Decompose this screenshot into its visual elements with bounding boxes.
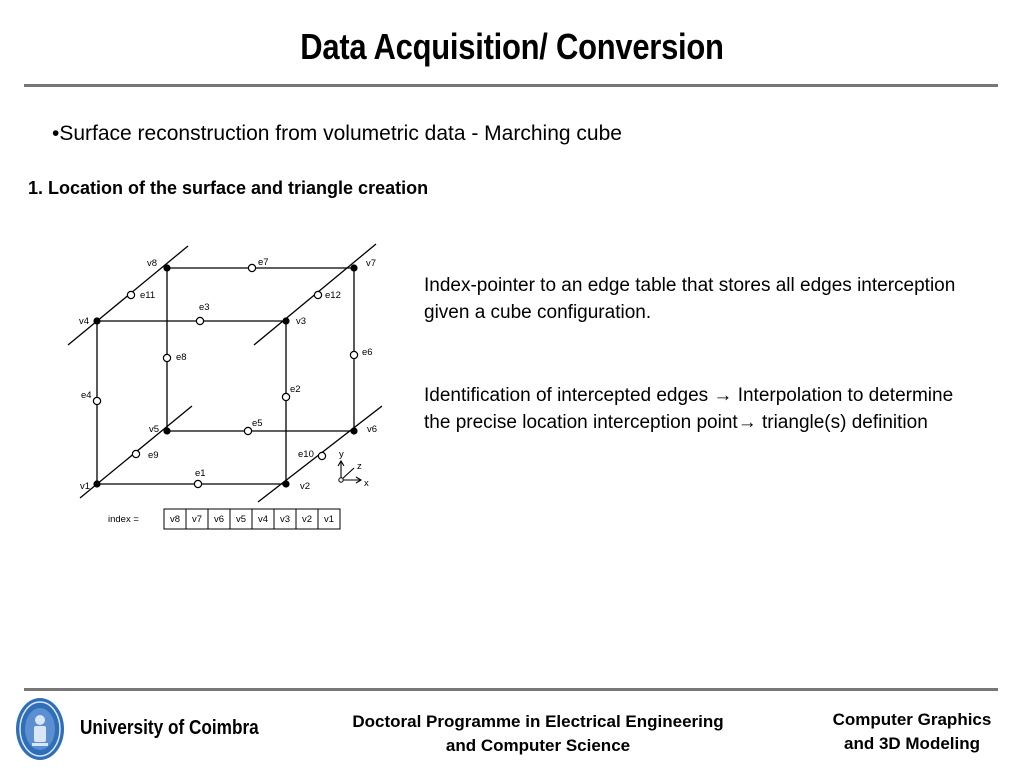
label-e5: e5	[252, 418, 263, 429]
edge-point-e11	[127, 291, 134, 298]
edge-point-e8	[163, 354, 170, 361]
label-v7: v7	[366, 258, 377, 269]
edge-point-e4	[93, 397, 100, 404]
university-seal-icon	[14, 696, 66, 762]
edge-point-e12	[314, 291, 321, 298]
para2-part3: triangle(s) definition	[756, 412, 928, 433]
index-cell: v6	[213, 514, 225, 525]
vertex-v4	[93, 317, 100, 324]
edge-point-e5	[244, 427, 251, 434]
label-e9: e9	[148, 450, 159, 461]
right-arrow-icon: →	[713, 385, 733, 406]
edge-point-e3	[196, 317, 203, 324]
para2-part1: Identification of intercepted edges	[424, 385, 714, 406]
label-v3: v3	[296, 316, 307, 327]
index-cell: v5	[235, 514, 247, 525]
label-v4: v4	[79, 316, 90, 327]
marching-cube-diagram	[60, 240, 400, 540]
index-cell: v2	[301, 514, 313, 525]
label-e12: e12	[325, 290, 341, 301]
label-v8: v8	[147, 258, 158, 269]
university-name: University of Coimbra	[80, 717, 259, 739]
edge-point-e7	[248, 264, 255, 271]
label-e8: e8	[176, 352, 187, 363]
vertex-v3	[282, 317, 289, 324]
interpolation-description	[424, 382, 984, 436]
section-heading: 1. Location of the surface and triangle creation	[28, 178, 429, 198]
vertex-v8	[163, 264, 170, 271]
bullet-point: •Surface reconstruction from volumetric data - Marching cube	[52, 122, 622, 145]
edge-point-e1	[194, 480, 201, 487]
top-divider	[24, 84, 998, 87]
label-e3: e3	[199, 302, 210, 313]
index-label: index =	[108, 514, 139, 525]
label-v2: v2	[300, 481, 311, 492]
index-cell: v4	[257, 514, 269, 525]
vertex-v6	[350, 427, 357, 434]
axis-label-z: z	[357, 461, 362, 472]
vertex-v2	[282, 480, 289, 487]
label-e4: e4	[81, 390, 92, 401]
vertex-v1	[93, 480, 100, 487]
course-line-2: and 3D Modeling	[844, 734, 980, 753]
label-e1: e1	[195, 468, 206, 479]
label-e2: e2	[290, 384, 301, 395]
edge-table-description: Index-pointer to an edge table that stores all edges interception given a cube configuration.	[424, 275, 956, 323]
index-cell: v3	[279, 514, 291, 525]
label-v6: v6	[367, 424, 378, 435]
course-name	[812, 708, 1012, 756]
edge-point-e2	[282, 393, 289, 400]
edge-point-e9	[132, 450, 139, 457]
index-cell: v7	[191, 514, 203, 525]
programme-line-2: and Computer Science	[445, 736, 631, 755]
footer-divider	[24, 688, 998, 691]
programme-line-1: Doctoral Programme in Electrical Engineering	[352, 712, 724, 731]
label-v1: v1	[80, 481, 91, 492]
vertex-v7	[350, 264, 357, 271]
course-line-1: Computer Graphics	[832, 710, 992, 729]
para2-part2: Interpolation to determine the precise location interception point	[424, 385, 954, 433]
vertex-v5	[163, 427, 170, 434]
label-v5: v5	[149, 424, 160, 435]
label-e6: e6	[362, 347, 373, 358]
index-cell: v8	[169, 514, 181, 525]
edge-point-e6	[350, 351, 357, 358]
label-e7: e7	[258, 257, 269, 268]
label-e10: e10	[298, 449, 314, 460]
axis-label-y: y	[339, 449, 344, 460]
page-title: Data Acquisition/ Conversion	[300, 26, 724, 67]
axis-label-x: x	[364, 478, 369, 489]
index-cell: v1	[323, 514, 335, 525]
edge-point-e10	[318, 452, 325, 459]
right-arrow-icon: →	[737, 412, 757, 433]
label-e11: e11	[140, 290, 156, 301]
programme-name	[316, 710, 760, 758]
